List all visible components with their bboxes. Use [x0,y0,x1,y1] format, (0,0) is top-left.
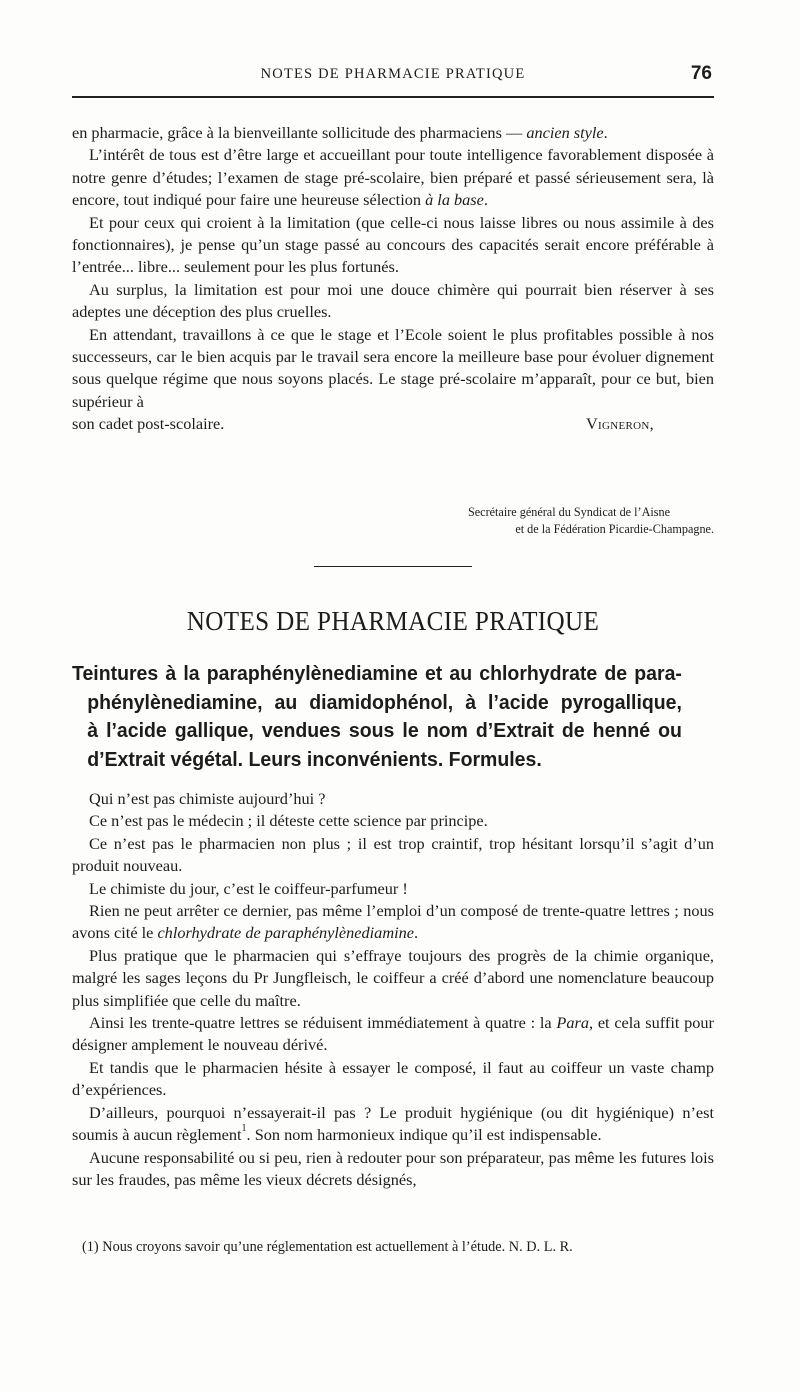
paragraph: Plus pratique que le pharmacien qui s’effraye toujours des progrès de la chimie organique, malgré les sages leçons du Pr Jungfleisch, le coiffeur a créé d’abord une nomenclature beaucoup plus simplifiée que celle du maître. [72,945,714,1010]
paragraph: En attendant, travaillons à ce que le stage et l’Ecole soient le plus profitables possible à nos successeurs, car le bien acquis par le travail sera encore la meilleure base pour évoluer dignement sous quelque régime que nous soyons placés. Le stage pré-scolaire m’apparaît, pour ce but, bien supérieur à [72,324,714,411]
heading-line: phénylènediamine, au diamidophénol, à l’acide pyrogallique, [87,690,682,714]
paragraph: Aucune responsabilité ou si peu, rien à redouter pour son préparateur, pas même les futures lois sur les fraudes, pas même les vieux décrets désignés, [72,1147,714,1189]
running-header [72,64,714,88]
affiliation-line: et de la Fédération Picardie-Champagne. [515,522,714,536]
footnote-marker: 1 [241,1123,247,1135]
header-rule [72,96,714,98]
last-line: son cadet post-scolaire. [72,414,225,434]
affiliation-line: Secrétaire général du Syndicat de l’Aisne [467,505,670,519]
heading-line: d’Extrait végétal. Leurs inconvénients. Formules. [87,747,542,771]
section-title: NOTES DE PHARMACIE PRATIQUE [186,606,600,636]
paragraph: Qui n’est pas chimiste aujourd’hui ? [89,789,326,808]
signature-name: Vigneron, [585,414,654,434]
running-title: NOTES DE PHARMACIE PRATIQUE [260,66,526,82]
article-heading [72,660,682,774]
article-text [72,788,714,1191]
paragraph: Rien ne peut arrêter ce dernier, pas même l’emploi d’un composé de trente-quatre lettres ; nous avons cité le chlorhydrate de paraphénylènediamine. [72,901,714,943]
page-number: 76 [690,63,712,84]
paragraph: Au surplus, la limitation est pour moi une douce chimère qui pourrait bien réserver à ses adeptes une déception des plus cruelles. [72,279,714,322]
paragraph: Ainsi les trente-quatre lettres se réduisent immédiatement à quatre : la Para, et cela suffit pour désigner amplement le nouveau dérivé. [72,1013,714,1055]
signature-line [72,413,714,435]
paragraph: Ce n’est pas le pharmacien non plus ; il est trop craintif, trop hésitant lorsqu’il s’agit d’un produit nouveau. [72,833,714,876]
paragraph: Et tandis que le pharmacien hésite à essayer le composé, il faut au coiffeur un vaste champ d’expériences. [72,1057,714,1100]
heading-line: à l’acide gallique, vendues sous le nom d’Extrait de henné ou [87,719,682,742]
section-separator-rule [314,566,472,567]
paragraph: D’ailleurs, pourquoi n’essayerait-il pas ? Le produit hygiénique (ou dit hygiénique) n’est soumis à aucun règlement$^1$. Son nom harmonieux indique qu’il est indispensable. [72,1102,714,1145]
heading-line: Teintures à la paraphénylènediamine et au chlorhydrate de para- [72,662,682,685]
footnote: (1) Nous croyons savoir qu’une réglementation est actuellement à l’étude. N. D. L. R. [82,1239,573,1255]
paragraph: Ce n’est pas le médecin ; il déteste cette science par principe. [89,811,488,831]
paragraph: Et pour ceux qui croient à la limitation (que celle-ci nous laisse libres ou nous assimile à des fonctionnaires), je pense qu’un stage passé au concours des capacités serait encore préférable à l’entrée... libre... seulement pour les plus fortunés. [72,212,714,277]
paragraph: L’intérêt de tous est d’être large et accueillant pour toute intelligence favorablement disposée à notre genre d’études; l’examen de stage pré-scolaire, bien préparé et passé sérieusement sera, là encore, tout indiqué pour faire une heureuse sélection à la base. [72,145,714,210]
signature-affiliation [72,504,714,538]
paragraph: en pharmacie, grâce à la bienveillante sollicitude des pharmaciens — ancien style. [72,123,608,142]
previous-article-text [72,122,714,436]
paragraph: Le chimiste du jour, c’est le coiffeur-parfumeur ! [89,878,408,898]
